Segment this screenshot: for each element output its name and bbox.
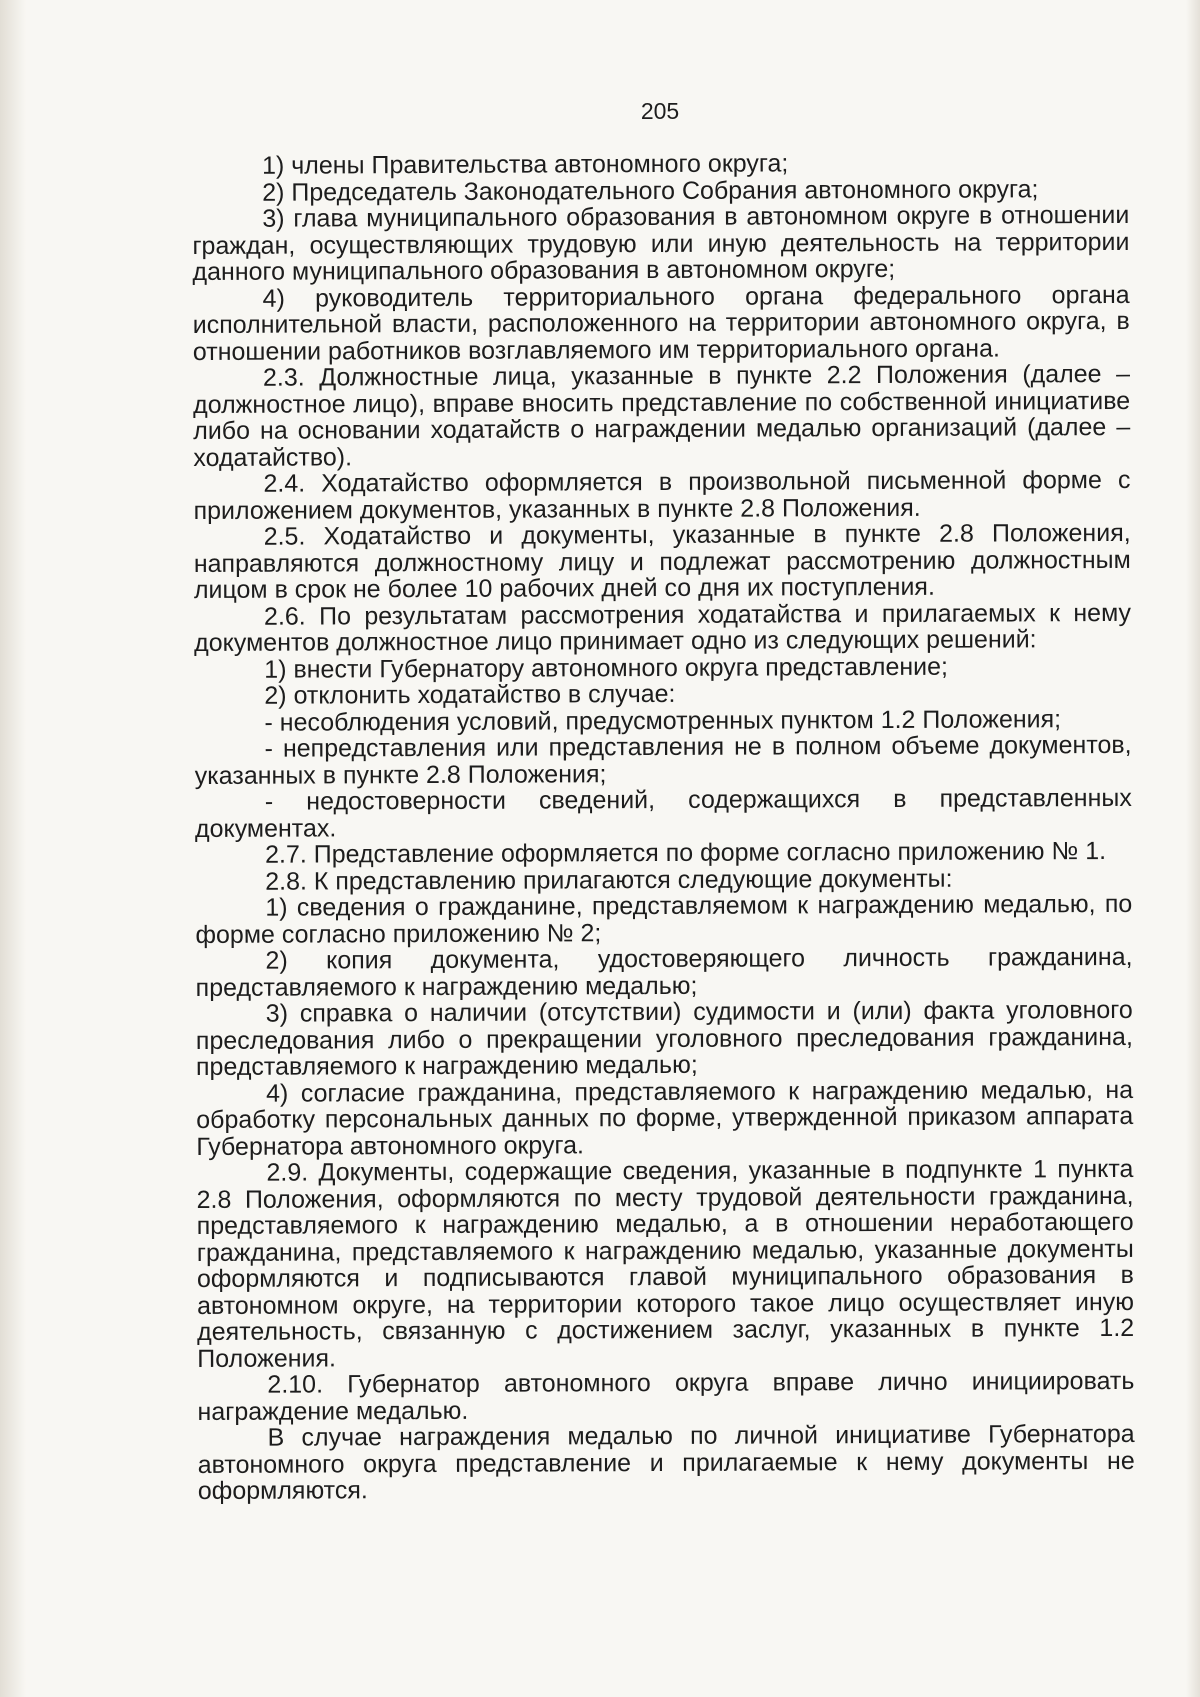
paragraph: 1) члены Правительства автономного округа; <box>261 149 789 180</box>
page-edge-shadow <box>0 0 26 1697</box>
paragraph: 2.3. Должностные лица, указанные в пункте 2.2 Положения (далее – должностное лицо), вправе вносить представление по собственной инициативе либо на основании ходатайств о награждении медалью организаций (далее – ходатайство). <box>193 359 1131 472</box>
paragraph: 2.4. Ходатайство оформляется в произвольной письменной форме с приложением документов, указанных в пункте 2.8 Положения. <box>193 465 1131 525</box>
paragraph: 2.9. Документы, содержащие сведения, указанные в подпункте 1 пункта 2.8 Положения, оформляются по месту трудовой деятельности гражданина, представляемого к награждению медалью, а в отношении неработающего гражданина, представляемого к награждению медалью, указанные документы оформляются и подписываются главой муниципального образования в автономном округе, на территории которого такое лицо осуществляет иную деятельность, связанную с достижением заслуг, указанных в пункте 1.2 Положения. <box>196 1154 1135 1373</box>
paragraph: - недостоверности сведений, содержащихся в представленных документах. <box>194 783 1132 843</box>
document-body <box>192 149 1135 1505</box>
paragraph: 2) копия документа, удостоверяющего личность гражданина, представляемого к награждению медалью; <box>195 942 1133 1002</box>
paragraph: 4) руководитель территориального органа федерального органа исполнительной власти, расположенного на территории автономного округа, в отношении работников возглавляемого им территориального органа. <box>192 280 1130 366</box>
paragraph: 2.8. К представлению прилагаются следующие документы: <box>265 864 953 896</box>
paragraph: 4) согласие гражданина, представляемого к награждению медалью, на обработку персональных данных по форме, утвержденной приказом аппарата Губернатора автономного округа. <box>196 1075 1134 1161</box>
paragraph: 2.10. Губернатор автономного округа вправе лично инициировать награждение медалью. <box>197 1366 1135 1426</box>
paragraph: 3) справка о наличии (отсутствии) судимости и (или) факта уголовного преследования либо о прекращении уголовного преследования гражданина, представляемого к награждению медалью; <box>195 995 1133 1081</box>
paragraph: - непредставления или представления не в полном объеме документов, указанных в пункте 2.8 Положения; <box>194 730 1132 790</box>
page-edge-shadow <box>1186 0 1200 1697</box>
paragraph: 2.5. Ходатайство и документы, указанные в пункте 2.8 Положения, направляются должностному лицу и подлежат рассмотрению должностным лицом в срок не более 10 рабочих дней со дня их поступления. <box>193 518 1131 604</box>
paragraph: 1) внести Губернатору автономного округа представление; <box>264 652 949 684</box>
paragraph: 2) отклонить ходатайство в случае: <box>264 679 676 710</box>
page-number: 205 <box>640 98 680 124</box>
paragraph: 2.6. По результатам рассмотрения ходатайства и прилагаемых к нему документов должностное лицо принимает одно из следующих решений: <box>194 598 1132 657</box>
paragraph: 2) Председатель Законодательного Собрания автономного округа; <box>262 174 1039 207</box>
paragraph: В случае награждения медалью по личной инициативе Губернатора автономного округа представление и прилагаемые к нему документы не оформляются. <box>197 1419 1135 1505</box>
paragraph: 1) сведения о гражданине, представляемом к награждению медалью, по форме согласно приложению № 2; <box>195 889 1133 949</box>
paragraph: 2.7. Представление оформляется по форме согласно приложению № 1. <box>265 837 1107 869</box>
paragraph: 3) глава муниципального образования в автономном округе в отношении граждан, осуществляющих трудовую или иную деятельность на территории данного муниципального образования в автономном округе; <box>192 200 1130 286</box>
paragraph: - несоблюдения условий, предусмотренных пунктом 1.2 Положения; <box>264 704 1062 737</box>
